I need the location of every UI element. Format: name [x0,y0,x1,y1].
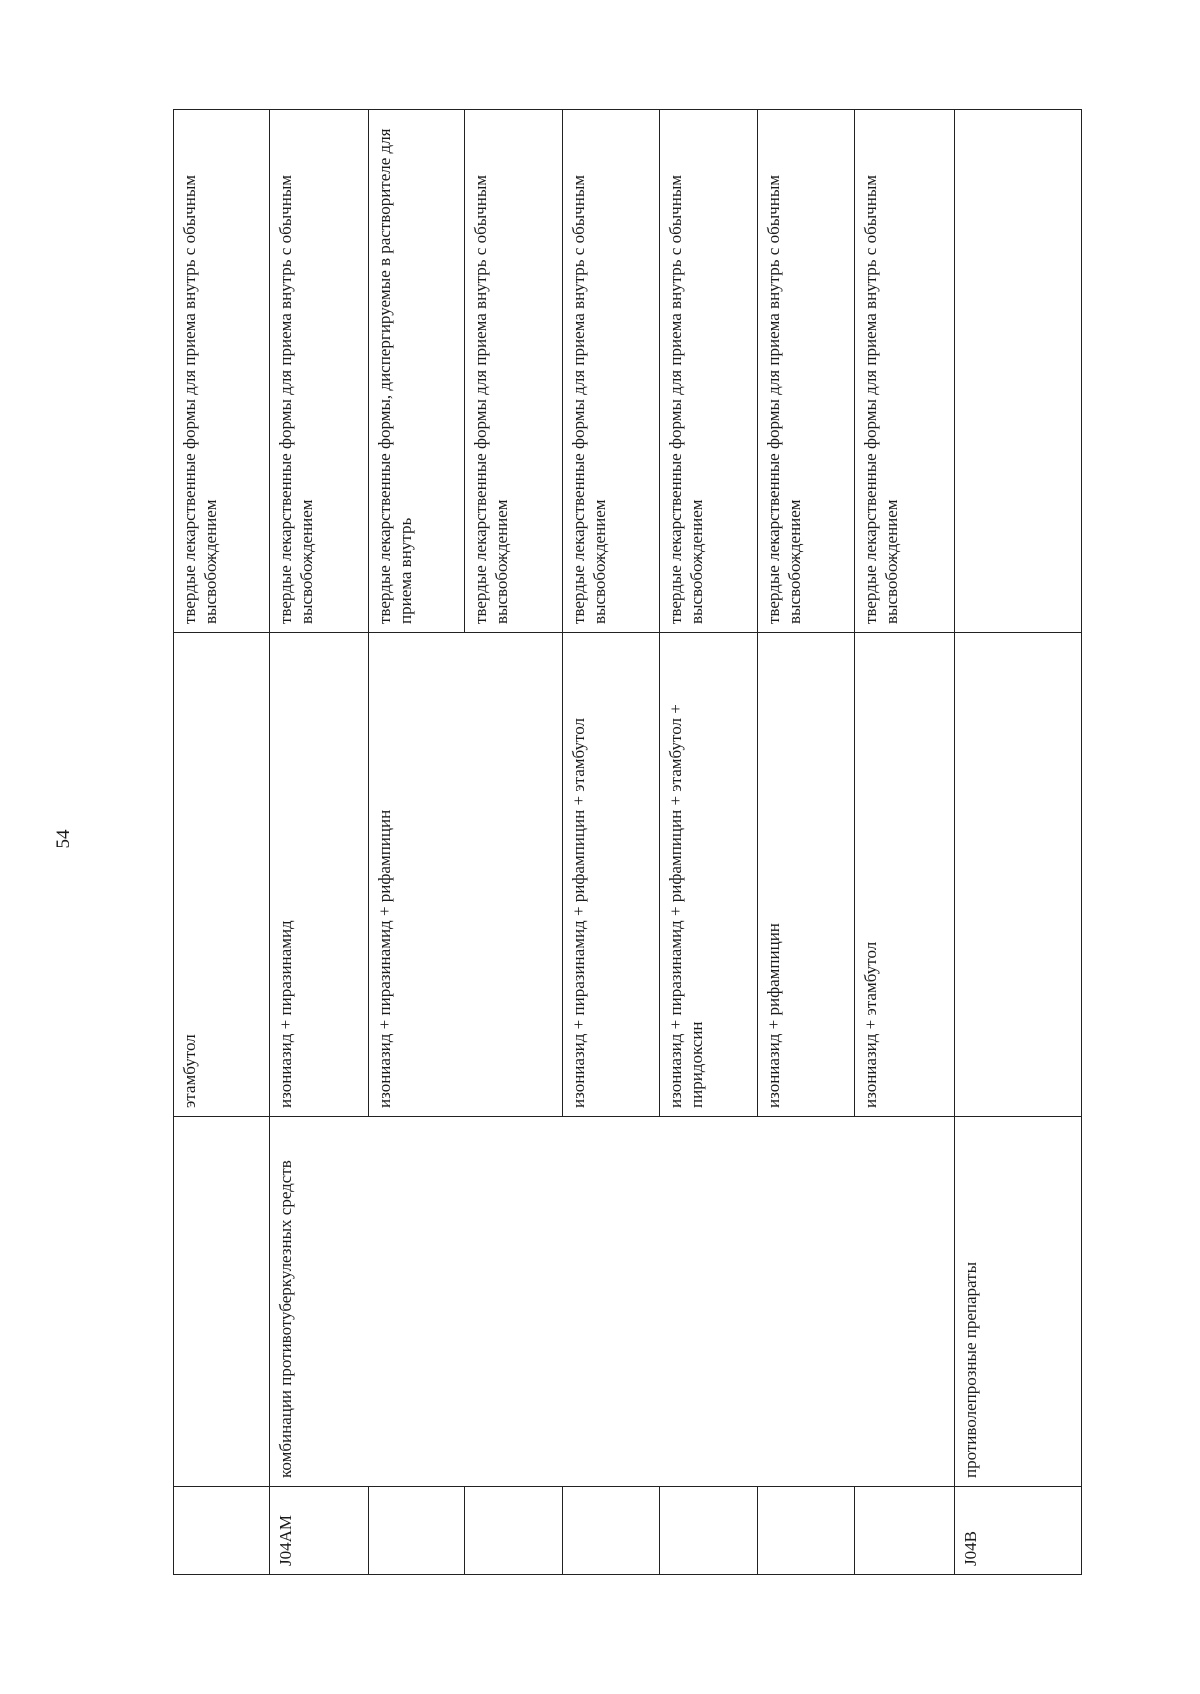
atc-code-cell: J04B [955,1487,1082,1575]
table-row [270,110,369,1575]
atc-code-cell [563,1487,660,1575]
group-cell: противолепрозные препараты [955,1117,1082,1487]
atc-code-cell [174,1487,270,1575]
dosage-form-cell: твердые лекарственные формы для приема внутрь с обычным высвобождением [855,110,955,633]
table-row [955,110,1082,1575]
group-cell: комбинации противотуберкулезных средств [270,1117,955,1487]
dosage-form-cell [955,110,1082,633]
dosage-form-cell: твердые лекарственные формы для приема внутрь с обычным высвобождением [465,110,563,633]
drug-table-container [173,110,1081,1575]
atc-code-cell [855,1487,955,1575]
drug-name-cell: изониазид + рифампицин [758,633,855,1117]
dosage-form-cell: твердые лекарственные формы для приема внутрь с обычным высвобождением [563,110,660,633]
drug-name-cell [955,633,1082,1117]
drug-name-cell: изониазид + пиразинамид + рифампицин + этамбутол + пиридоксин [660,633,758,1117]
atc-code-cell [758,1487,855,1575]
page-number: 54 [53,829,74,849]
drug-table-rotated [173,110,1081,1575]
atc-code-cell [660,1487,758,1575]
dosage-form-cell: твердые лекарственные формы для приема внутрь с обычным высвобождением [660,110,758,633]
drug-name-cell: изониазид + пиразинамид + рифампицин [369,633,563,1117]
drug-name-cell: изониазид + этамбутол [855,633,955,1117]
dosage-form-cell: твердые лекарственные формы для приема внутрь с обычным высвобождением [758,110,855,633]
dosage-form-cell: твердые лекарственные формы для приема внутрь с обычным высвобождением [174,110,270,633]
drug-table [173,109,1082,1575]
atc-code-cell [465,1487,563,1575]
group-cell [174,1117,270,1487]
drug-name-cell: изониазид + пиразинамид + рифампицин + этамбутол [563,633,660,1117]
drug-name-cell: этамбутол [174,633,270,1117]
dosage-form-cell: твердые лекарственные формы для приема внутрь с обычным высвобождением [270,110,369,633]
dosage-form-cell: твердые лекарственные формы, диспергируемые в растворителе для приема внутрь [369,110,465,633]
atc-code-cell: J04AM [270,1487,369,1575]
table-row [174,110,270,1575]
drug-name-cell: изониазид + пиразинамид [270,633,369,1117]
atc-code-cell [369,1487,465,1575]
